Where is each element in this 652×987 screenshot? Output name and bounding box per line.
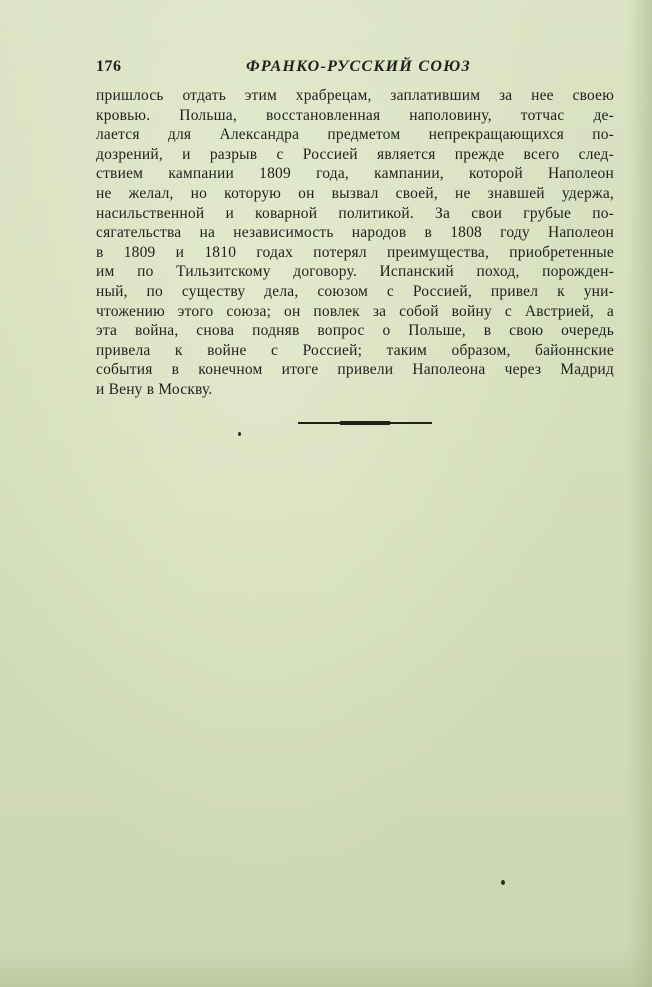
text-line: дозрений, и разрыв с Россией является прежде всего след- (96, 145, 614, 163)
section-divider-center (340, 421, 390, 425)
text-line: не желал, но которую он вызвал своей, не знавшей удержа, (96, 184, 614, 202)
text-line: эта война, снова подняв вопрос о Польше, в свою очередь (96, 322, 614, 340)
text-line-last: и Вену в Москву. (96, 380, 213, 398)
text-line: ный, по существу дела, союзом с Россией, привел к уни- (96, 282, 614, 300)
text-line: насильственной и коварной политикой. За свои грубые по- (96, 204, 614, 222)
text-line: чтожению этого союза; он повлек за собой войну с Австрией, а (96, 302, 614, 320)
text-line: ствием кампании 1809 года, кампании, которой Наполеон (96, 165, 614, 183)
text-line: привела к войне с Россией; таким образом, байоннские (96, 341, 614, 359)
running-title: ФРАНКО-РУССКИЙ СОЮЗ (246, 58, 471, 75)
text-line: пришлось отдать этим храбрецам, заплатившим за нее своею (96, 87, 614, 104)
text-line: кровью. Польша, восстановленная наполовину, тотчас де- (96, 106, 614, 124)
print-speck (238, 432, 241, 436)
text-line: сягательства на независимость народов в 1808 году Наполеон (96, 224, 614, 242)
page-edge-shadow (628, 0, 652, 987)
page-header (96, 58, 614, 82)
text-line: события в конечном итоге привели Наполеона через Мадрид (96, 361, 614, 379)
print-speck (501, 880, 505, 885)
page-bottom-shadow (0, 947, 652, 987)
page-number: 176 (96, 58, 122, 75)
body-text (96, 86, 614, 400)
text-line: лается для Александра предметом непрекращающихся по- (96, 126, 614, 144)
text-line: им по Тильзитскому договору. Испанский поход, порожден- (96, 263, 614, 281)
text-line: в 1809 и 1810 годах потерял преимущества, приобретенные (96, 243, 614, 261)
